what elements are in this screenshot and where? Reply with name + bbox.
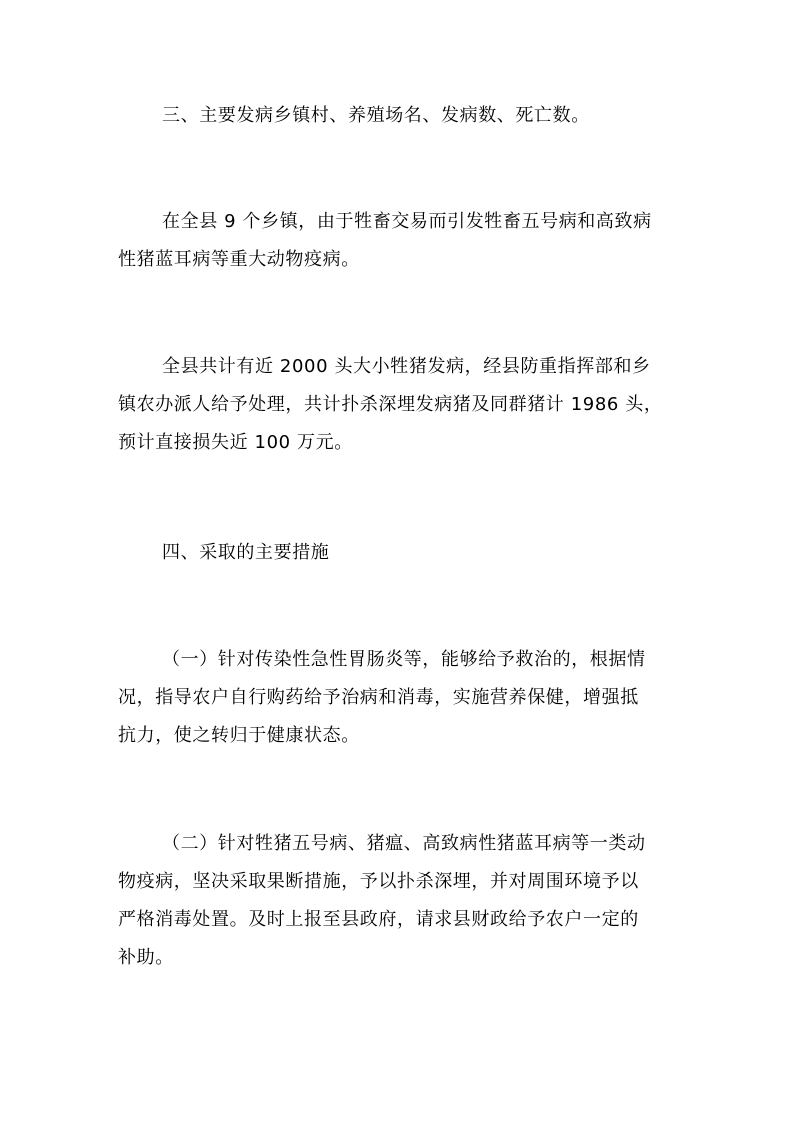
text-line: （一）针对传染性急性胃肠炎等，能够给予救治的，根据情 <box>162 649 646 670</box>
text-line: 性猪蓝耳病等重大动物疫病。 <box>118 249 360 270</box>
text-line: 四、采取的主要措施 <box>162 542 330 563</box>
section-heading-3 <box>118 97 690 135</box>
text-line: （二）针对牲猪五号病、猪瘟、高致病性猪蓝耳病等一类动 <box>162 833 646 854</box>
paragraph-losses <box>118 348 690 462</box>
text-line: 三、主要发病乡镇村、养殖场名、发病数、死亡数。 <box>162 105 590 126</box>
paragraph-measure-1 <box>118 641 690 755</box>
text-line: 在全县 9 个乡镇，由于牲畜交易而引发牲畜五号病和高致病 <box>162 211 652 232</box>
text-line: 严格消毒处置。及时上报至县政府，请求县财政给予农户一定的 <box>118 909 639 930</box>
text-line: 补助。 <box>118 947 174 968</box>
section-heading-4 <box>118 534 690 572</box>
text-line: 抗力，使之转归于健康状态。 <box>118 725 360 746</box>
text-line: 镇农办派人给予处理，共计扑杀深埋发病猪及同群猪计 1986 头， <box>118 394 663 415</box>
paragraph-measure-2 <box>118 825 690 977</box>
text-line: 预计直接损失近 100 万元。 <box>118 432 353 453</box>
text-line: 况，指导农户自行购药给予治病和消毒，实施营养保健，增强抵 <box>118 687 639 708</box>
text-line: 物疫病，坚决采取果断措施，予以扑杀深埋，并对周围环境予以 <box>118 871 639 892</box>
text-line: 全县共计有近 2000 头大小牲猪发病，经县防重指挥部和乡 <box>162 356 651 377</box>
paragraph-outbreak-scope <box>118 203 690 279</box>
